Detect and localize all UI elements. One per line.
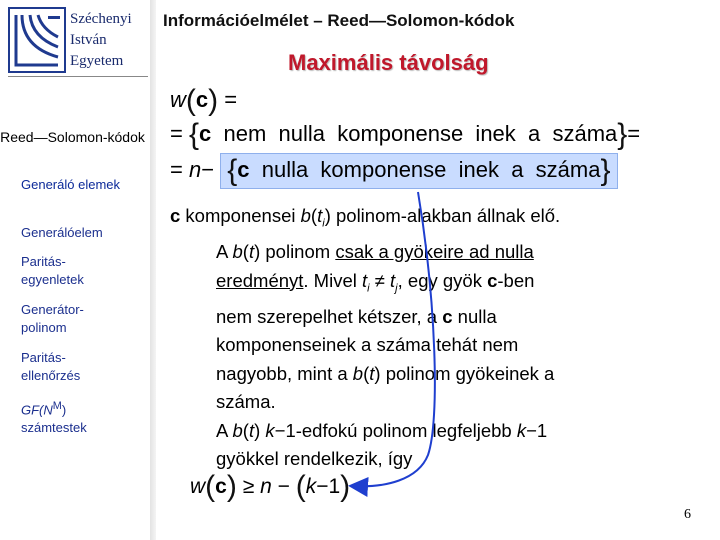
sidebar-item-label-c: számtestek bbox=[21, 420, 87, 436]
eq-text: nem nulla komponense inek a száma bbox=[223, 121, 618, 146]
sidebar-item-paritasellenorzes[interactable] bbox=[21, 349, 146, 385]
eq-c: c bbox=[199, 121, 212, 146]
eq-c: c bbox=[195, 87, 209, 112]
sidebar-item-label-a: Paritás- bbox=[21, 350, 66, 365]
explanation-text bbox=[170, 202, 690, 474]
text-line: száma. bbox=[216, 391, 276, 413]
text-line: c komponensei $b(t_i)$ polinom-alakban állnak elő. bbox=[170, 205, 561, 230]
slide-title: Maximális távolság bbox=[288, 50, 489, 75]
equation-zero-count: = n− {c nulla komponense inek a száma} bbox=[170, 153, 618, 189]
sidebar-item-label-a: Generátor- bbox=[21, 302, 84, 317]
text-line: gyökkel rendelkezik, így bbox=[216, 448, 413, 470]
text-line: eredményt. Mivel $t_i \ne t_j$, egy gyök c-ben bbox=[216, 269, 535, 295]
sidebar-item-paritasegyenletek[interactable] bbox=[21, 253, 146, 289]
sidebar-item-label-sup: M bbox=[52, 400, 62, 412]
eq-w: w bbox=[170, 87, 186, 112]
sidebar-divider bbox=[150, 0, 156, 540]
eq-n: n bbox=[188, 157, 202, 182]
equation-nonzero-count: = {c nem nulla komponense inek a száma}= bbox=[170, 118, 641, 151]
sidebar bbox=[0, 0, 150, 540]
university-name-line2: István bbox=[70, 32, 107, 48]
university-name-line1: Széchenyi bbox=[70, 11, 132, 27]
highlighted-term: {c nulla komponense inek a száma} bbox=[220, 153, 617, 189]
sidebar-item-generalo-elemek[interactable] bbox=[21, 176, 146, 194]
equation-weight: w(c) = bbox=[170, 84, 238, 117]
university-name-line3: Egyetem bbox=[70, 53, 124, 69]
text-line: komponenseinek a száma tehát nem bbox=[216, 334, 519, 356]
sidebar-item-label-a: GF(N bbox=[21, 402, 53, 418]
text-line: A b(t) k−1-edfokú polinom legfeljebb k−1 bbox=[216, 419, 548, 441]
sidebar-item-label-b: ) bbox=[61, 402, 67, 418]
text-line: A b(t) polinom csak a gyökeire ad nulla bbox=[216, 241, 534, 263]
sidebar-item-label-b: egyenletek bbox=[21, 272, 84, 287]
university-name bbox=[70, 9, 148, 72]
logo-divider bbox=[8, 76, 148, 77]
course-title: Információelmélet – Reed—Solomon-kódok bbox=[163, 11, 515, 30]
text-line: nagyobb, mint a b(t) polinom gyökeinek a bbox=[216, 362, 555, 384]
sidebar-item-generaloelem[interactable] bbox=[21, 224, 146, 242]
sidebar-item-label-b: ellenőrzés bbox=[21, 368, 81, 383]
final-inequality: w(c) ≥ n − (k−1) bbox=[190, 470, 351, 503]
text-line: nem szerepelhet kétszer, a c nulla bbox=[216, 305, 497, 327]
eq-text: nulla komponense inek a száma bbox=[261, 157, 601, 182]
sidebar-item-label: Generálóelem bbox=[21, 225, 103, 240]
sidebar-item-generatorpolinom[interactable] bbox=[21, 301, 146, 337]
eq-c: c bbox=[237, 157, 250, 182]
university-logo-icon bbox=[8, 7, 66, 73]
sidebar-item-gf-szamtestek[interactable] bbox=[21, 397, 146, 437]
sidebar-item-label: Generáló elemek bbox=[21, 177, 120, 192]
sidebar-item-label-a: Paritás- bbox=[21, 254, 66, 269]
eq-equals: = bbox=[224, 87, 238, 112]
sidebar-item-label-b: polinom bbox=[21, 320, 67, 335]
page-number: 6 bbox=[684, 507, 691, 522]
sidebar-section-title: Reed—Solomon-kódok bbox=[0, 129, 145, 145]
